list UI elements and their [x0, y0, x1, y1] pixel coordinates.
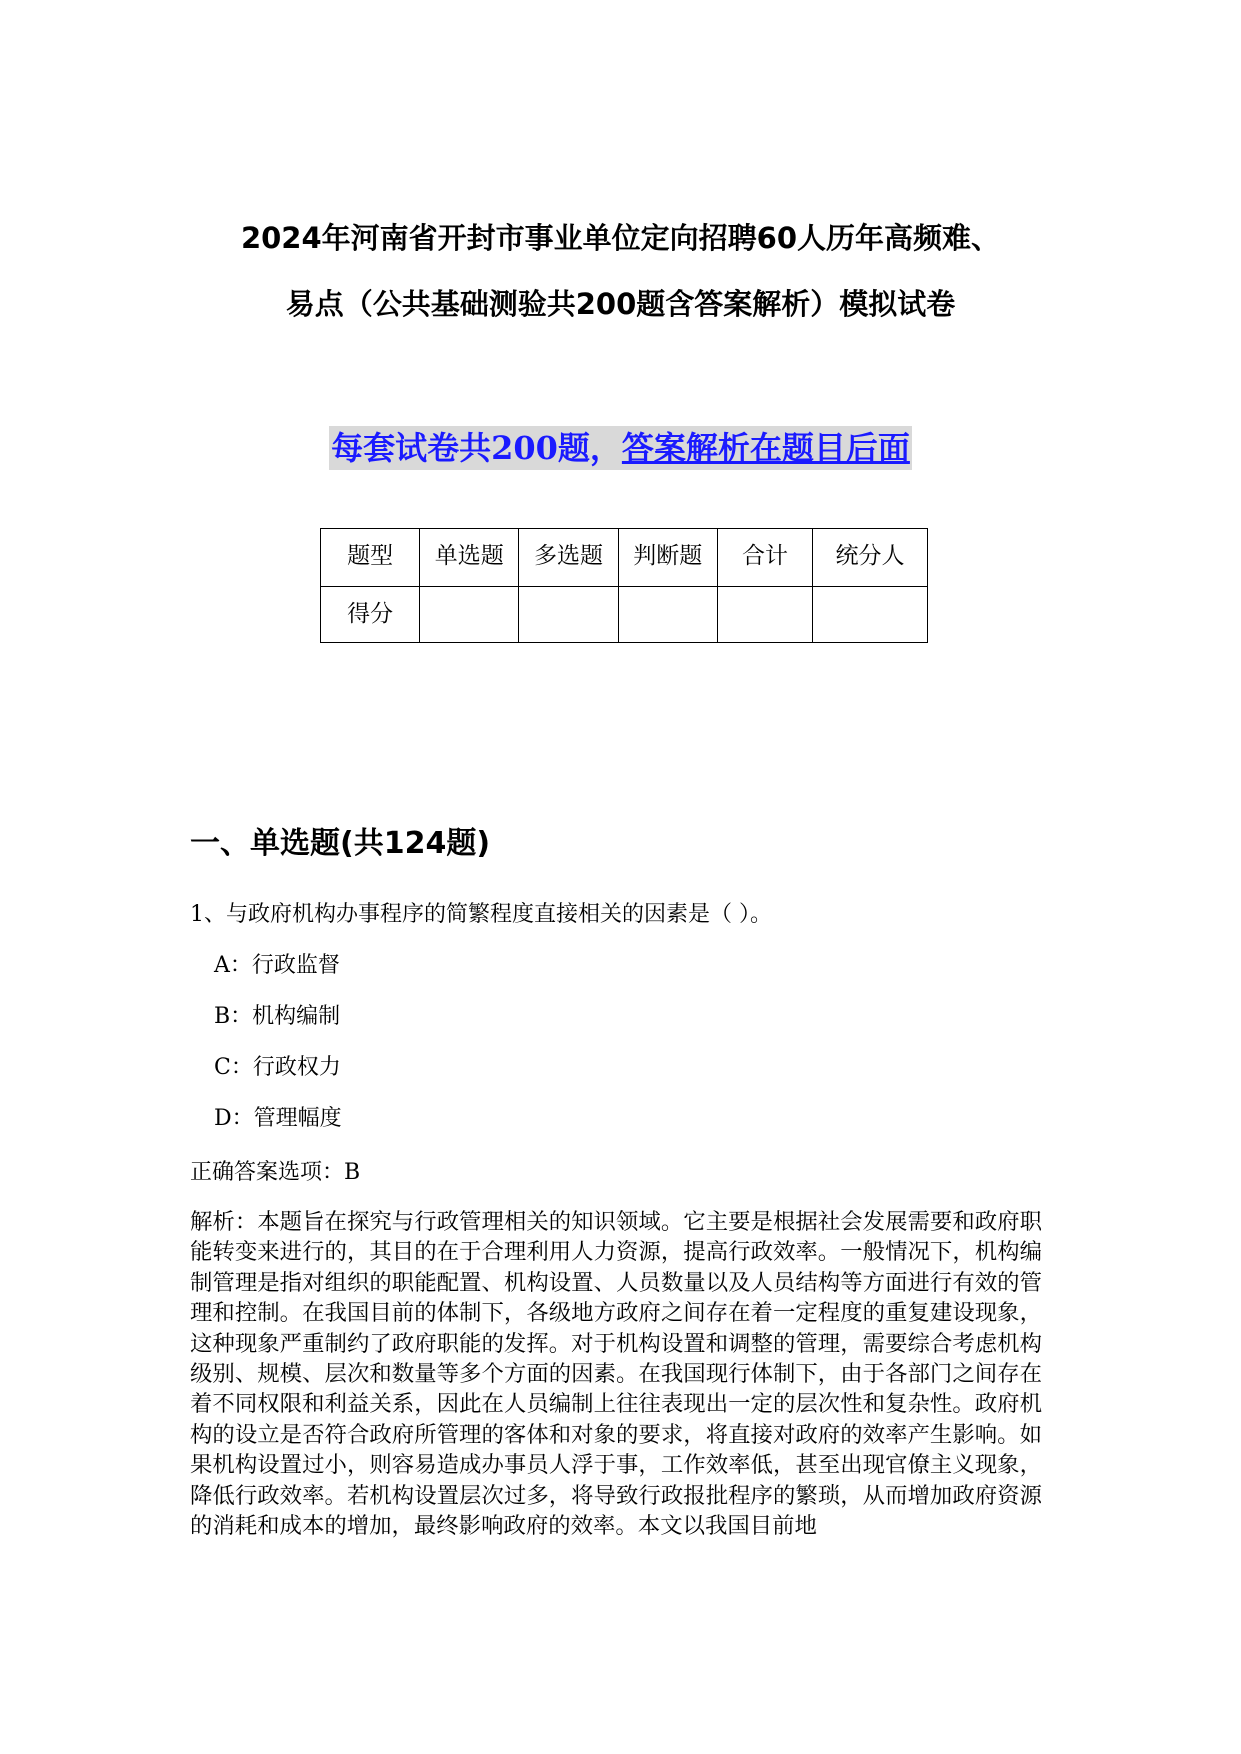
- score-cell-total: [717, 587, 812, 643]
- title-line-1: 2024年河南省开封市事业单位定向招聘60人历年高频难、: [240, 221, 1001, 255]
- section-heading: 一、单选题(共124题): [190, 826, 491, 861]
- option-b: B：机构编制: [214, 1004, 341, 1029]
- score-table-score-row: [321, 587, 928, 643]
- subtitle-banner: [0, 426, 1241, 470]
- score-table-header-row: [321, 529, 928, 587]
- header-multiple-choice: 多选题: [519, 529, 618, 587]
- score-cell-multiple-choice: [519, 587, 618, 643]
- score-cell-single-choice: [420, 587, 519, 643]
- question-stem: 1、与政府机构办事程序的简繁程度直接相关的因素是（ ）。: [190, 902, 772, 927]
- header-scorer: 统分人: [813, 529, 928, 587]
- score-table: [320, 528, 928, 643]
- document-title: [150, 205, 1091, 337]
- option-a: A：行政监督: [214, 953, 340, 978]
- header-single-choice: 单选题: [420, 529, 519, 587]
- score-cell-scorer: [813, 587, 928, 643]
- header-total: 合计: [717, 529, 812, 587]
- answer-location-link[interactable]: 答案解析在题目后面: [621, 429, 910, 467]
- subtitle-text: 每套试卷共200题，: [331, 429, 622, 467]
- correct-answer: 正确答案选项：B: [190, 1160, 361, 1185]
- subtitle: [329, 426, 912, 470]
- score-cell-true-false: [618, 587, 717, 643]
- title-line-2: 易点（公共基础测验共200题含答案解析）模拟试卷: [285, 287, 956, 321]
- header-question-type: 题型: [321, 529, 420, 587]
- row-label-score: 得分: [321, 587, 420, 643]
- option-c: C：行政权力: [214, 1055, 341, 1080]
- answer-analysis: 解析：本题旨在探究与行政管理相关的知识领域。它主要是根据社会发展需要和政府职能转变来进行的，其目的在于合理利用人力资源，提高行政效率。一般情况下，机构编制管理是指对组织的职能配置、机构设置、人员数量以及人员结构等方面进行有效的管理和控制。在我国目前的体制下，各级地方政府之间存在着一定程度的重复建设现象，这种现象严重制约了政府职能的发挥。对于机构设置和调整的管理，需要综合考虑机构级别、规模、层次和数量等多个方面的因素。在我国现行体制下，由于各部门之间存在着不同权限和利益关系，因此在人员编制上往往表现出一定的层次性和复杂性。政府机构的设立是否符合政府所管理的客体和对象的要求，将直接对政府的效率产生影响。如果机构设置过小，则容易造成办事员人浮于事，工作效率低，甚至出现官僚主义现象，降低行政效率。若机构设置层次过多，将导致行政报批程序的繁琐，从而增加政府资源的消耗和成本的增加，最终影响政府的效率。本文以我国目前地: [190, 1209, 1042, 1540]
- option-d: D：管理幅度: [214, 1106, 342, 1131]
- header-true-false: 判断题: [618, 529, 717, 587]
